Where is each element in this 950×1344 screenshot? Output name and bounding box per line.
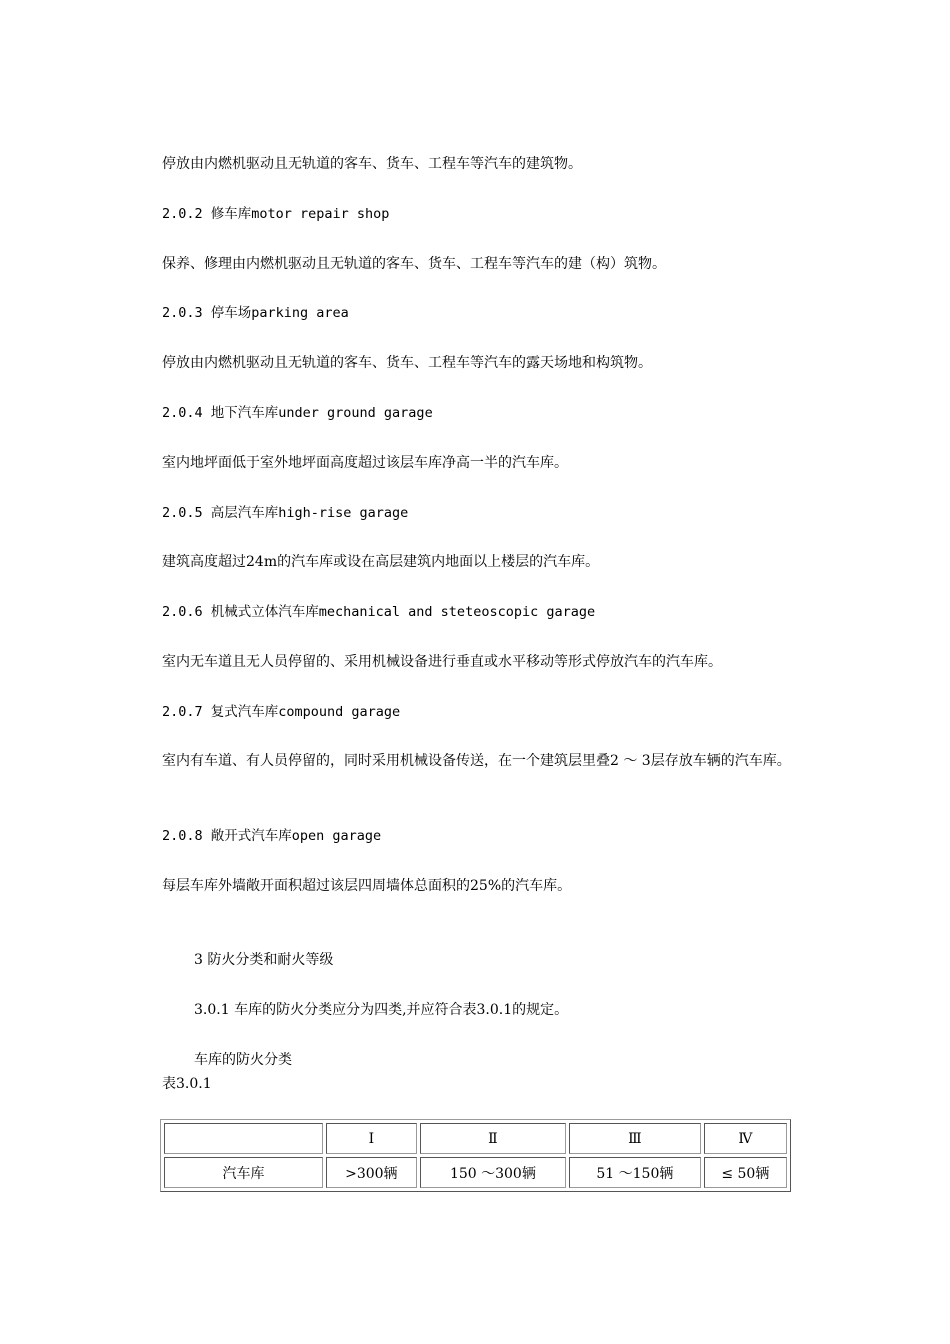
definition-2-0-1-body: 停放由内燃机驱动且无轨道的客车、货车、工程车等汽车的建筑物。: [162, 156, 582, 172]
definition-2-0-4-heading: 2.0.4 地下汽车库under ground garage: [162, 405, 433, 421]
definition-2-0-6-heading: 2.0.6 机械式立体汽车库mechanical and steteoscopic garage: [162, 604, 596, 620]
table-header-row: [164, 1123, 787, 1154]
fire-classification-table: [160, 1119, 791, 1192]
table-cell: 汽车库: [164, 1157, 323, 1188]
definition-2-0-6-body: 室内无车道且无人员停留的、采用机械设备进行垂直或水平移动等形式停放汽车的汽车库。: [162, 654, 722, 670]
section-title: 3 防火分类和耐火等级: [194, 952, 334, 968]
definition-2-0-7-heading: 2.0.7 复式汽车库compound garage: [162, 704, 401, 720]
table-header-cell: Ⅲ: [569, 1123, 701, 1154]
table-cell: 150 ～300辆: [420, 1157, 566, 1188]
definition-2-0-8-heading: 2.0.8 敞开式汽车库open garage: [162, 828, 382, 844]
table-cell: 51 ～150辆: [569, 1157, 701, 1188]
definition-2-0-4-body: 室内地坪面低于室外地坪面高度超过该层车库净高一半的汽车库。: [162, 455, 568, 471]
table-header-cell: Ⅱ: [420, 1123, 566, 1154]
table-header-cell: Ⅳ: [704, 1123, 787, 1154]
definition-2-0-2-body: 保养、修理由内燃机驱动且无轨道的客车、货车、工程车等汽车的建（构）筑物。: [162, 256, 666, 272]
clause-3-0-1: 3.0.1 车库的防火分类应分为四类,并应符合表3.0.1的规定。: [194, 1002, 569, 1018]
table-header-cell: Ⅰ: [326, 1123, 417, 1154]
definition-2-0-3-body: 停放由内燃机驱动且无轨道的客车、货车、工程车等汽车的露天场地和构筑物。: [162, 355, 652, 371]
definition-2-0-5-body: 建筑高度超过24m的汽车库或设在高层建筑内地面以上楼层的汽车库。: [162, 554, 600, 570]
table-header-cell: [164, 1123, 323, 1154]
table-number: 表3.0.1: [162, 1076, 212, 1092]
table-cell: >300辆: [326, 1157, 417, 1188]
definition-2-0-5-heading: 2.0.5 高层汽车库high-rise garage: [162, 505, 409, 521]
definition-2-0-3-heading: 2.0.3 停车场parking area: [162, 305, 349, 321]
definition-2-0-2-heading: 2.0.2 修车库motor repair shop: [162, 206, 390, 222]
definition-2-0-8-body: 每层车库外墙敞开面积超过该层四周墙体总面积的25%的汽车库。: [162, 878, 572, 894]
table-row: [164, 1157, 787, 1188]
table-cell: ≤ 50辆: [704, 1157, 787, 1188]
table-caption: 车库的防火分类: [194, 1052, 292, 1068]
definition-2-0-7-body: 室内有车道、有人员停留的，同时采用机械设备传送，在一个建筑层里叠2 ～ 3层存放车辆的汽车库。: [162, 753, 791, 769]
